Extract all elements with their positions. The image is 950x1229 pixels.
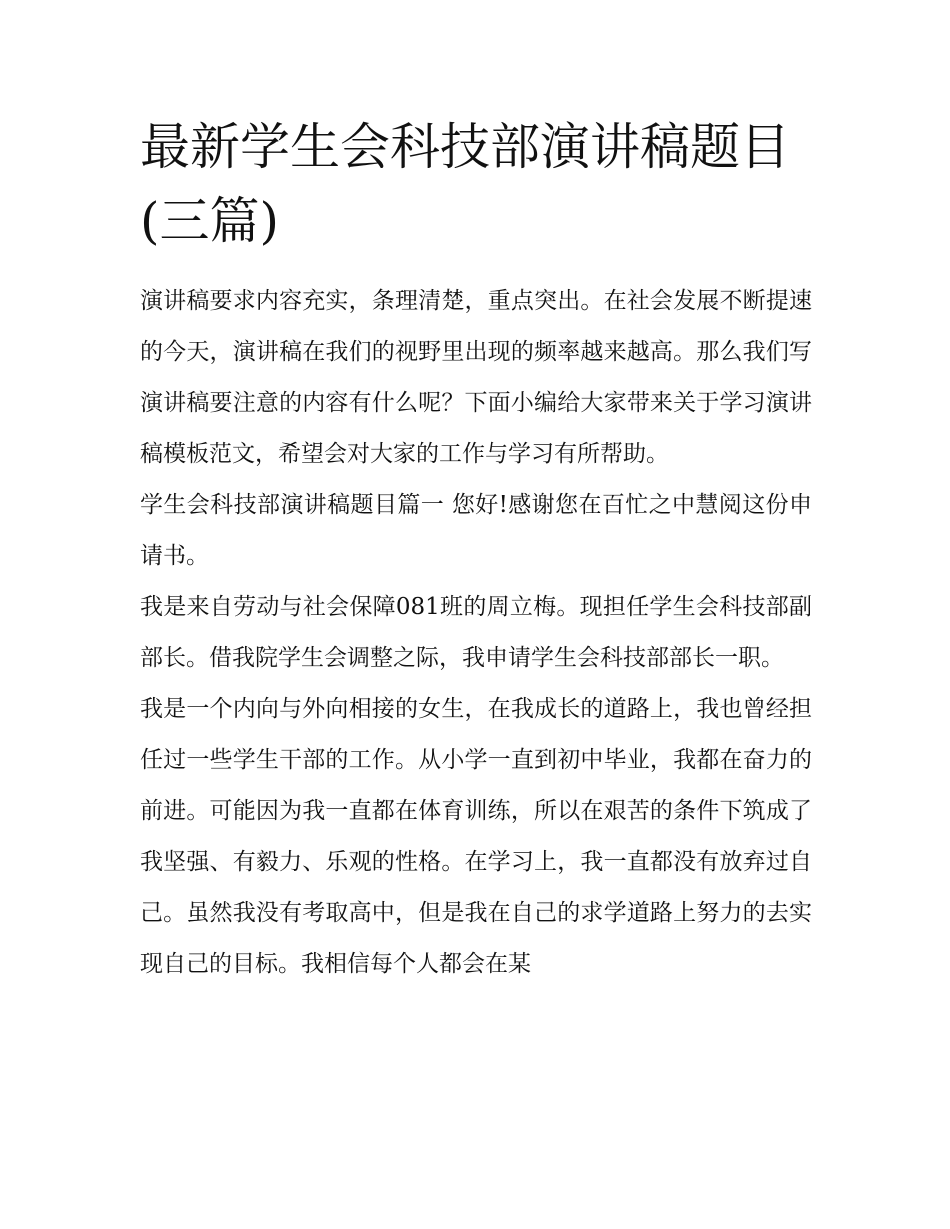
paragraph-intro: 演讲稿要求内容充实，条理清楚，重点突出。在社会发展不断提速的今天，演讲稿在我们的视野里出现的频率越来越高。那么我们写演讲稿要注意的内容有什么呢？下面小编给大家带来关于学习演讲稿模板范文，希望会对大家的工作与学习有所帮助。: [140, 288, 812, 467]
document-body: [140, 276, 812, 990]
paragraph-self-introduction: 我是来自劳动与社会保障081班的周立梅。现担任学生会科技部副部长。借我院学生会调整之际，我申请学生会科技部部长一职。: [140, 594, 812, 671]
document-title: 最新学生会科技部演讲稿题目(三篇): [140, 118, 790, 250]
paragraph-speech-one-opening: 学生会科技部演讲稿题目篇一 您好!感谢您在百忙之中慧阅这份申请书。: [140, 492, 812, 569]
paragraph-personal-background: 我是一个内向与外向相接的女生，在我成长的道路上，我也曾经担任过一些学生干部的工作。从小学一直到初中毕业，我都在奋力的前进。可能因为我一直都在体育训练，所以在艰苦的条件下筑成了我坚强、有毅力、乐观的性格。在学习上，我一直都没有放弃过自己。虽然我没有考取高中，但是我在自己的求学道路上努力的去实现自己的目标。我相信每个人都会在某: [140, 696, 812, 977]
